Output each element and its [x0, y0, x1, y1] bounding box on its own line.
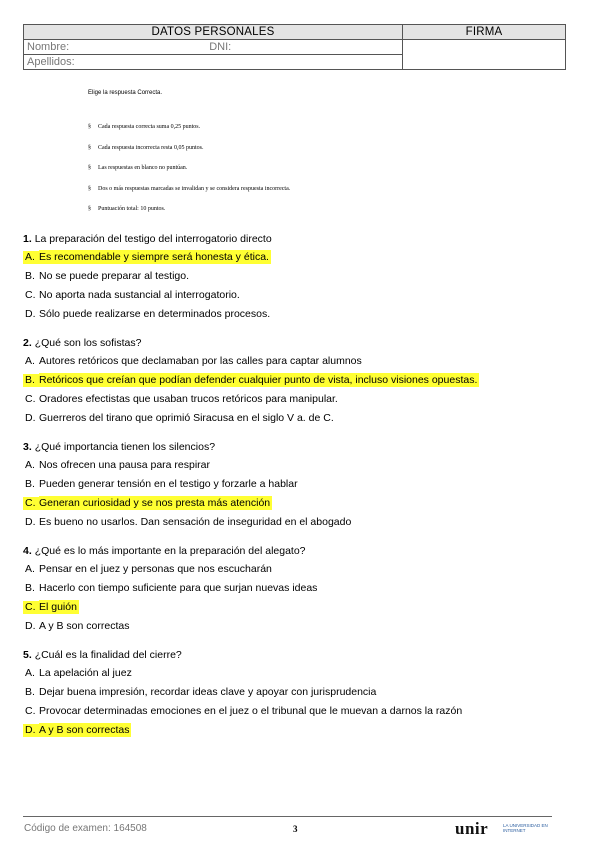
- footer-divider: [23, 816, 552, 817]
- answer-option[interactable]: [23, 667, 583, 686]
- option-text: Guerreros del tirano que oprimió Siracusa en el siglo V a. de C.: [39, 412, 334, 424]
- option-text: No se puede preparar al testigo.: [39, 270, 190, 282]
- question-2: [23, 337, 583, 431]
- personal-data-table: [23, 24, 566, 70]
- option-text: A y B son correctas: [39, 724, 130, 736]
- bullet-icon: §: [88, 206, 91, 212]
- option-text: Retóricos que creían que podían defender cualquier punto de vista, incluso visiones opuestas.: [39, 374, 478, 386]
- option-letter: D.: [25, 516, 36, 528]
- question-title: [23, 545, 583, 563]
- rule-item: [88, 165, 290, 186]
- name-dni-row[interactable]: [24, 40, 403, 55]
- option-text: A y B son correctas: [39, 620, 130, 632]
- questions-list: [23, 233, 583, 753]
- rule-text: Cada respuesta incorrecta resta 0,05 puntos.: [98, 144, 204, 151]
- question-title: [23, 441, 583, 459]
- answer-option[interactable]: [23, 724, 583, 743]
- answer-option[interactable]: [23, 459, 583, 478]
- question-1: [23, 233, 583, 327]
- question-number: 4.: [23, 545, 32, 557]
- rule-item: [88, 124, 290, 145]
- option-text: Hacerlo con tiempo suficiente para que surjan nuevas ideas: [39, 582, 318, 594]
- option-text: Sólo puede realizarse en determinados procesos.: [39, 308, 271, 320]
- option-letter: B.: [25, 582, 35, 594]
- option-letter: D.: [25, 412, 36, 424]
- answer-option[interactable]: [23, 308, 583, 327]
- option-letter: C.: [25, 705, 36, 717]
- option-letter: C.: [23, 601, 39, 614]
- option-text: Provocar determinadas emociones en el juez o el tribunal que le muevan a darnos la razón: [39, 705, 463, 717]
- name-label: Nombre:: [27, 41, 70, 53]
- answer-option[interactable]: [23, 620, 583, 639]
- unir-logo: [455, 819, 555, 841]
- answer-option[interactable]: [23, 374, 583, 393]
- logo-text: unir: [455, 819, 489, 838]
- option-text: Autores retóricos que declamaban por las calles para captar alumnos: [39, 355, 362, 367]
- option-letter: B.: [23, 374, 39, 387]
- rule-text: Cada respuesta correcta suma 0,25 puntos.: [98, 124, 201, 130]
- option-letter: C.: [25, 393, 36, 405]
- question-number: 1.: [23, 233, 32, 245]
- option-letter: C.: [25, 289, 36, 301]
- option-letter: B.: [25, 478, 35, 490]
- option-text: Dejar buena impresión, recordar ideas clave y apoyar con jurisprudencia: [39, 686, 377, 698]
- answer-option[interactable]: [23, 582, 583, 601]
- option-letter: B.: [25, 270, 35, 282]
- option-letter: B.: [25, 686, 35, 698]
- option-text: No aporta nada sustancial al interrogatorio.: [39, 289, 240, 301]
- option-letter: D.: [25, 620, 36, 632]
- question-text: ¿Qué es lo más importante en la preparación del alegato?: [34, 545, 306, 557]
- question-text: ¿Qué importancia tienen los silencios?: [34, 441, 216, 453]
- answer-option[interactable]: [23, 563, 583, 582]
- question-text: ¿Qué son los sofistas?: [34, 337, 142, 349]
- answer-option[interactable]: [23, 601, 583, 620]
- answer-option[interactable]: [23, 686, 583, 705]
- option-letter: A.: [25, 355, 35, 367]
- answer-option[interactable]: [23, 393, 583, 412]
- option-text: Generan curiosidad y se nos presta más atención: [39, 497, 271, 509]
- surname-row[interactable]: [24, 55, 403, 70]
- question-5: [23, 649, 583, 743]
- bullet-icon: §: [88, 124, 91, 130]
- bullet-icon: §: [88, 165, 91, 171]
- option-letter: A.: [25, 563, 35, 575]
- rules-list: [88, 124, 290, 227]
- option-text: Es recomendable y siempre será honesta y ética.: [39, 251, 269, 263]
- rule-text: Dos o más respuestas marcadas se invalidan y se considera respuesta incorrecta.: [98, 185, 291, 192]
- question-title: [23, 233, 583, 251]
- answer-option[interactable]: [23, 270, 583, 289]
- surname-label: Apellidos:: [27, 56, 75, 68]
- answer-option[interactable]: [23, 516, 583, 535]
- question-number: 2.: [23, 337, 32, 349]
- rule-item: [88, 145, 290, 166]
- option-text: El guión: [39, 601, 77, 613]
- bullet-icon: §: [88, 185, 91, 192]
- rule-item: [88, 206, 290, 227]
- answer-option[interactable]: [23, 251, 583, 270]
- answer-option[interactable]: [23, 412, 583, 431]
- option-text: Nos ofrecen una pausa para respirar: [39, 459, 211, 471]
- question-text: ¿Cuál es la finalidad del cierre?: [34, 649, 182, 661]
- question-number: 3.: [23, 441, 32, 453]
- option-letter: A.: [25, 667, 35, 679]
- option-text: Es bueno no usarlos. Dan sensación de inseguridad en el abogado: [39, 516, 352, 528]
- signature-box[interactable]: [403, 40, 566, 70]
- answer-option[interactable]: [23, 289, 583, 308]
- answer-option[interactable]: [23, 355, 583, 374]
- bullet-icon: §: [88, 144, 91, 151]
- answer-option[interactable]: [23, 705, 583, 724]
- instructions-intro: Elige la respuesta Correcta.: [88, 90, 163, 96]
- option-letter: A.: [23, 251, 39, 264]
- signature-header: FIRMA: [403, 25, 566, 40]
- dni-label: DNI:: [209, 41, 232, 53]
- option-text: Pensar en el juez y personas que nos escucharán: [39, 563, 272, 575]
- option-text: La apelación al juez: [39, 667, 132, 679]
- question-3: [23, 441, 583, 535]
- question-text: La preparación del testigo del interrogatorio directo: [34, 233, 272, 245]
- answer-option[interactable]: [23, 497, 583, 516]
- logo-subtitle: LA UNIVERSIDAD EN INTERNET: [503, 823, 548, 833]
- rule-item: [88, 186, 290, 207]
- answer-option[interactable]: [23, 478, 583, 497]
- option-letter: D.: [25, 308, 36, 320]
- option-letter: C.: [23, 497, 39, 510]
- option-letter: D.: [23, 724, 39, 737]
- question-number: 5.: [23, 649, 32, 661]
- question-title: [23, 337, 583, 355]
- personal-data-header: DATOS PERSONALES: [24, 25, 403, 40]
- option-text: Oradores efectistas que usaban trucos retóricos para manipular.: [39, 393, 338, 405]
- question-title: [23, 649, 583, 667]
- rule-text: Puntuación total: 10 puntos.: [98, 206, 166, 212]
- question-4: [23, 545, 583, 639]
- option-text: Pueden generar tensión en el testigo y forzarle a hablar: [39, 478, 298, 490]
- option-letter: A.: [25, 459, 35, 471]
- rule-text: Las respuestas en blanco no puntúan.: [98, 165, 188, 171]
- page-number: 3: [293, 824, 298, 834]
- exam-code: Código de examen: 164508: [24, 823, 147, 834]
